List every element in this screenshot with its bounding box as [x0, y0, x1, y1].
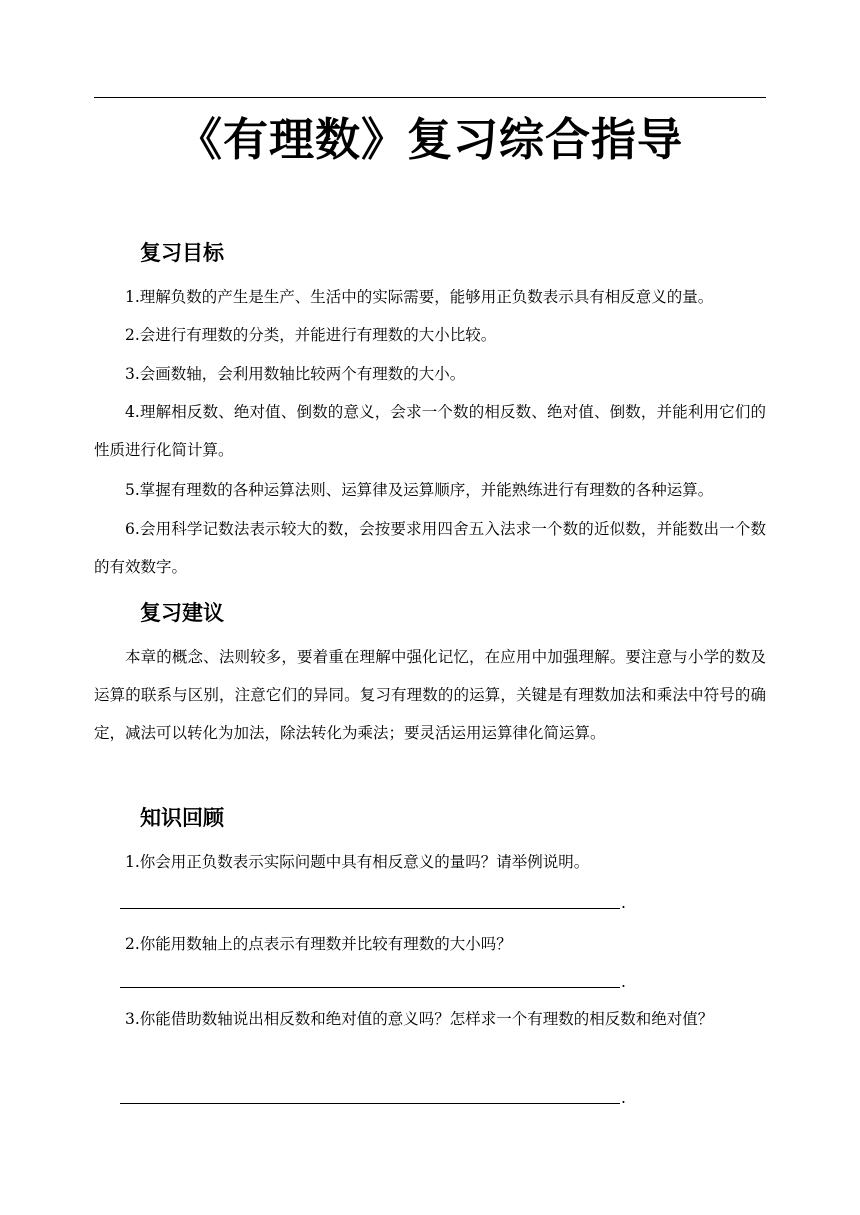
header-rule	[94, 97, 766, 98]
section-heading-review: 知识回顾	[140, 806, 224, 830]
goal-item-4: 4.理解相反数、绝对值、倒数的意义，会求一个数的相反数、绝对值、倒数，并能利用它们的性质进行化简计算。	[94, 403, 766, 459]
goal-item-2: 2.会进行有理数的分类，并能进行有理数的大小比较。	[125, 326, 497, 344]
advice-paragraph: 本章的概念、法则较多，要着重在理解中强化记忆，在应用中加强理解。要注意与小学的数及运算的联系与区别，注意它们的异同。复习有理数的的运算，关键是有理数加法和乘法中符号的确定，减法可以转化为加法，除法转化为乘法；要灵活运用运算律化简运算。	[94, 648, 766, 742]
goal-item-1: 1.理解负数的产生是生产、生活中的实际需要，能够用正负数表示具有相反意义的量。	[125, 288, 714, 306]
page-title: 《有理数》复习综合指导	[176, 113, 683, 166]
review-question-2: 2.你能用数轴上的点表示有理数并比较有理数的大小吗？	[125, 935, 512, 953]
answer-end-1: .	[621, 894, 626, 912]
answer-end-2: .	[621, 973, 626, 991]
review-question-3: 3.你能借助数轴说出相反数和绝对值的意义吗？怎样求一个有理数的相反数和绝对值？	[125, 1010, 714, 1028]
answer-line-1[interactable]	[120, 908, 620, 909]
section-heading-goals: 复习目标	[140, 241, 224, 265]
answer-end-3: .	[621, 1089, 626, 1107]
answer-line-3[interactable]	[120, 1103, 620, 1104]
goal-item-3: 3.会画数轴，会利用数轴比较两个有理数的大小。	[125, 365, 466, 383]
review-question-1: 1.你会用正负数表示实际问题中具有相反意义的量吗？请举例说明。	[125, 853, 590, 871]
goal-item-5: 5.掌握有理数的各种运算法则、运算律及运算顺序，并能熟练进行有理数的各种运算。	[125, 481, 714, 499]
goal-item-6: 6.会用科学记数法表示较大的数，会按要求用四舍五入法求一个数的近似数，并能数出一个数的有效数字。	[94, 520, 766, 576]
section-heading-advice: 复习建议	[140, 601, 224, 625]
answer-line-2[interactable]	[120, 987, 620, 988]
